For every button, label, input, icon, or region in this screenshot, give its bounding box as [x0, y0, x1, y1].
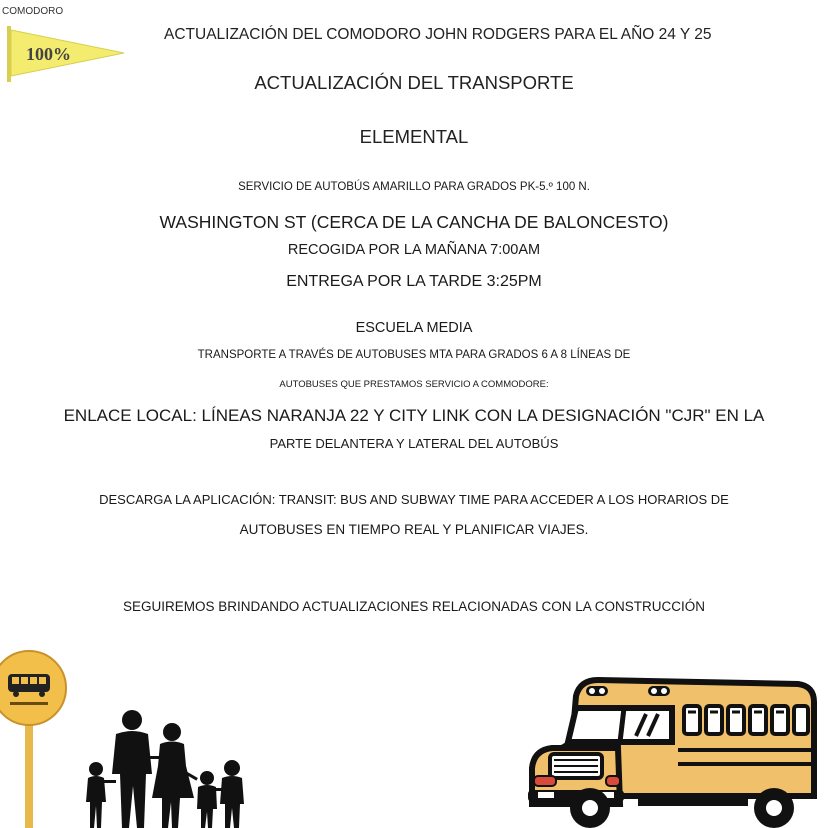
elementary-dropoff-time: ENTREGA POR LA TARDE 3:25PM [286, 273, 542, 290]
middle-school-heading: ESCUELA MEDIA [355, 320, 473, 336]
middle-service-text: TRANSPORTE A TRAVÉS DE AUTOBUSES MTA PARA GRADOS 6 A 8 LÍNEAS DE [197, 349, 631, 361]
transport-heading: ACTUALIZACIÓN DEL TRANSPORTE [254, 72, 574, 93]
pennant-text: 100% [26, 44, 71, 64]
app-info-line-2: AUTOBUSES EN TIEMPO REAL Y PLANIFICAR VIAJES. [239, 522, 589, 537]
school-logo-label: COMODORO [2, 6, 64, 17]
app-info-line-1: DESCARGA LA APLICACIÓN: TRANSIT: BUS AND SUBWAY TIME PARA ACCEDER A LOS HORARIOS DE [99, 492, 729, 507]
bus-stop-sign-icon [0, 650, 70, 828]
middle-service-text-cont: AUTOBUSES QUE PRESTAMOS SERVICIO A COMMODORE: [279, 379, 549, 390]
elementary-service-text: SERVICIO DE AUTOBÚS AMARILLO PARA GRADOS PK-5.º 100 N. [238, 181, 590, 193]
page-title: ACTUALIZACIÓN DEL COMODORO JOHN RODGERS PARA EL AÑO 24 Y 25 [164, 26, 712, 43]
family-silhouette-icon [82, 706, 252, 828]
elementary-heading: ELEMENTAL [359, 126, 469, 147]
middle-routes-text: ENLACE LOCAL: LÍNEAS NARANJA 22 Y CITY LINK CON LA DESIGNACIÓN "CJR" EN LA [63, 406, 765, 425]
elementary-stop-location: WASHINGTON ST (CERCA DE LA CANCHA DE BALONCESTO) [159, 212, 669, 232]
school-bus-icon [528, 672, 828, 828]
construction-notice: SEGUIREMOS BRINDANDO ACTUALIZACIONES RELACIONADAS CON LA CONSTRUCCIÓN [122, 599, 706, 614]
elementary-pickup-time: RECOGIDA POR LA MAÑANA 7:00AM [287, 242, 541, 258]
middle-routes-text-cont: PARTE DELANTERA Y LATERAL DEL AUTOBÚS [269, 436, 559, 451]
